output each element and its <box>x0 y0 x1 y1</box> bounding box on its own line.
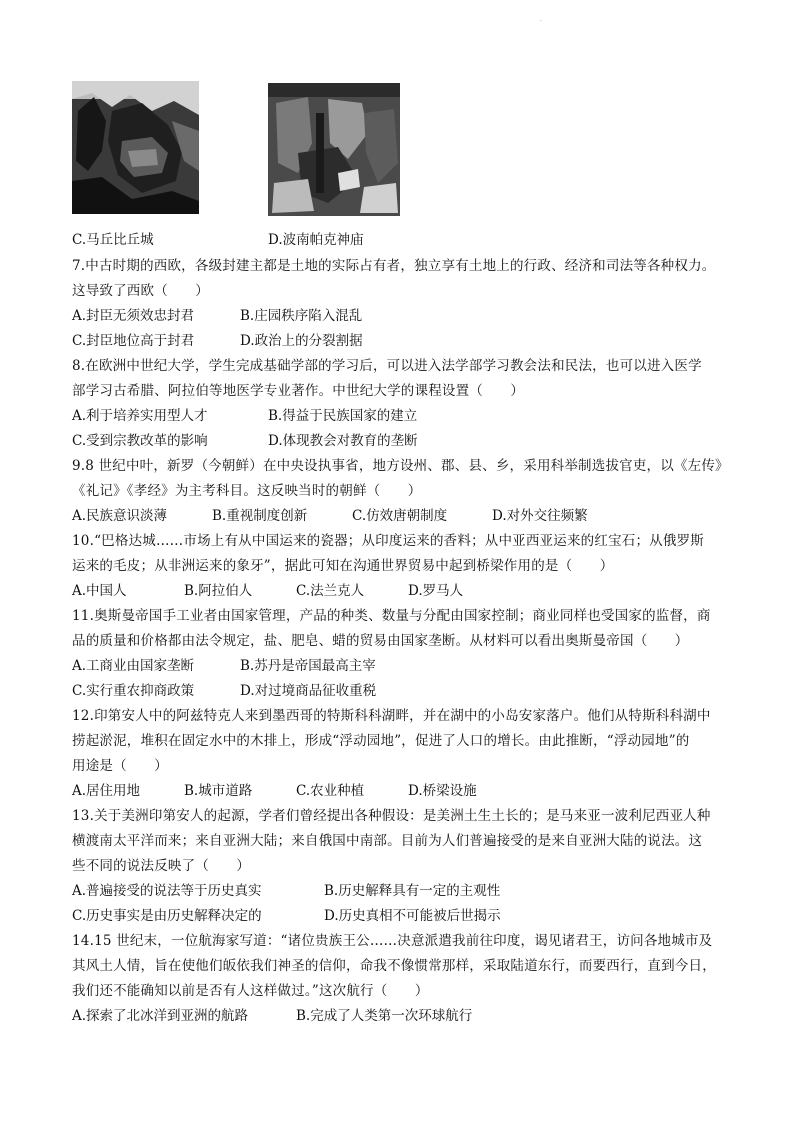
q11-option-a: A.工商业由国家垄断 <box>72 658 195 674</box>
header-mark: · <box>540 18 542 25</box>
q8-stem-line: 部学习古希腊、阿拉伯等地医学专业著作。中世纪大学的课程设置（ ） <box>72 383 525 399</box>
q8-option-b: B.得益于民族国家的建立 <box>268 408 418 424</box>
q9-option-c: C.仿效唐朝制度 <box>352 508 448 524</box>
q12-stem-line: 12.印第安人中的阿兹特克人来到墨西哥的特斯科科湖畔，并在湖中的小岛安家落户。他们从特斯科科湖中 <box>72 708 711 724</box>
bonampak-temple-photo <box>268 83 400 216</box>
q12-stem-line: 捞起淤泥，堆积在固定水中的木排上，形成“浮动园地”，促进了人口的增长。由此推断，“浮动园地”的 <box>72 733 690 749</box>
q7-option-a: A.封臣无须效忠封君 <box>72 308 195 324</box>
q7-stem-line: 这导致了西欧（ ） <box>72 283 209 299</box>
q11-option-c: C.实行重农抑商政策 <box>72 683 195 699</box>
q7-option-c: C.封臣地位高于封君 <box>72 333 195 349</box>
q6-option-d: D.波南帕克神庙 <box>268 232 364 248</box>
q13-option-c: C.历史事实是由历史解释决定的 <box>72 908 262 924</box>
q7-option-d: D.政治上的分裂割据 <box>240 333 363 349</box>
q14-option-b: B.完成了人类第一次环球航行 <box>296 1008 473 1024</box>
q13-option-a: A.普遍接受的说法等于历史真实 <box>72 883 262 899</box>
q12-option-d: D.桥梁设施 <box>408 783 477 799</box>
q10-stem-line: 10.“巴格达城……市场上有从中国运来的瓷器；从印度运来的香料；从中亚西亚运来的红宝石；从俄罗斯 <box>72 533 704 549</box>
q13-stem-line: 横渡南太平洋而来；来自亚洲大陆；来自俄国中南部。目前为人们普遍接受的是来自亚洲大陆的说法。这 <box>72 833 703 849</box>
q11-option-b: B.苏丹是帝国最高主宰 <box>240 658 376 674</box>
q8-option-c: C.受到宗教改革的影响 <box>72 433 208 449</box>
q13-option-d: D.历史真相不可能被后世揭示 <box>324 908 501 924</box>
q12-option-b: B.城市道路 <box>184 783 253 799</box>
q13-stem-line: 些不同的说法反映了（ ） <box>72 858 251 874</box>
q13-stem-line: 13.关于美洲印第安人的起源，学者们曾经提出各种假设：是美洲土生土长的；是马来亚一波利尼西亚人种 <box>72 808 711 824</box>
machu-picchu-photo <box>72 81 199 214</box>
q10-option-a: A.中国人 <box>72 583 127 599</box>
q14-stem-line: 我们还不能确知以前是否有人这样做过。”这次航行（ ） <box>72 983 429 999</box>
q7-stem-line: 7.中古时期的西欧，各级封建主都是土地的实际占有者，独立享有土地上的行政、经济和司法等各种权力。 <box>72 258 716 274</box>
q8-stem-line: 8.在欧洲中世纪大学，学生完成基础学部的学习后，可以进入法学部学习教会法和民法，也可以进入医学 <box>72 358 702 374</box>
q10-option-b: B.阿拉伯人 <box>184 583 253 599</box>
q12-option-a: A.居住用地 <box>72 783 141 799</box>
q9-option-a: A.民族意识淡薄 <box>72 508 168 524</box>
q8-option-d: D.体现教会对教育的垄断 <box>268 433 418 449</box>
q10-option-c: C.法兰克人 <box>296 583 365 599</box>
q14-stem-line: 14.15 世纪末，一位航海家写道：“诸位贵族王公……决意派遣我前往印度，谒见诸君王，访问各地城市及 <box>72 933 713 949</box>
q12-stem-line: 用途是（ ） <box>72 758 168 774</box>
q10-stem-line: 运来的毛皮；从非洲运来的象牙”，据此可知在沟通世界贸易中起到桥梁作用的是（ ） <box>72 558 614 574</box>
q9-stem-line: 9.8 世纪中叶，新罗（今朝鲜）在中央设执事省，地方设州、郡、县、乡，采用科举制选拔官吏，以《左传》 <box>72 458 729 474</box>
q14-option-a: A.探索了北冰洋到亚洲的航路 <box>72 1008 249 1024</box>
q9-option-b: B.重视制度创新 <box>212 508 308 524</box>
q9-stem-line: 《礼记》《孝经》为主考科目。这反映当时的朝鲜（ ） <box>72 483 422 499</box>
q11-stem-line: 品的质量和价格都由法令规定，盐、肥皂、蜡的贸易由国家垄断。从材料可以看出奥斯曼帝国（ ） <box>72 633 689 649</box>
q9-option-d: D.对外交往频繁 <box>492 508 588 524</box>
q14-stem-line: 其风土人情，旨在使他们皈依我们神圣的信仰，命我不像惯常那样，采取陆道东行，而要西行，直到今日， <box>72 958 716 974</box>
q7-option-b: B.庄园秩序陷入混乱 <box>240 308 363 324</box>
q12-option-c: C.农业种植 <box>296 783 365 799</box>
q11-option-d: D.对过境商品征收重税 <box>240 683 377 699</box>
q13-option-b: B.历史解释具有一定的主观性 <box>324 883 501 899</box>
q6-option-c: C.马丘比丘城 <box>72 232 154 248</box>
q8-option-a: A.利于培养实用型人才 <box>72 408 208 424</box>
q10-option-d: D.罗马人 <box>408 583 464 599</box>
q11-stem-line: 11.奥斯曼帝国手工业者由国家管理，产品的种类、数量与分配由国家控制；商业同样也受国家的监督，商 <box>72 608 711 624</box>
